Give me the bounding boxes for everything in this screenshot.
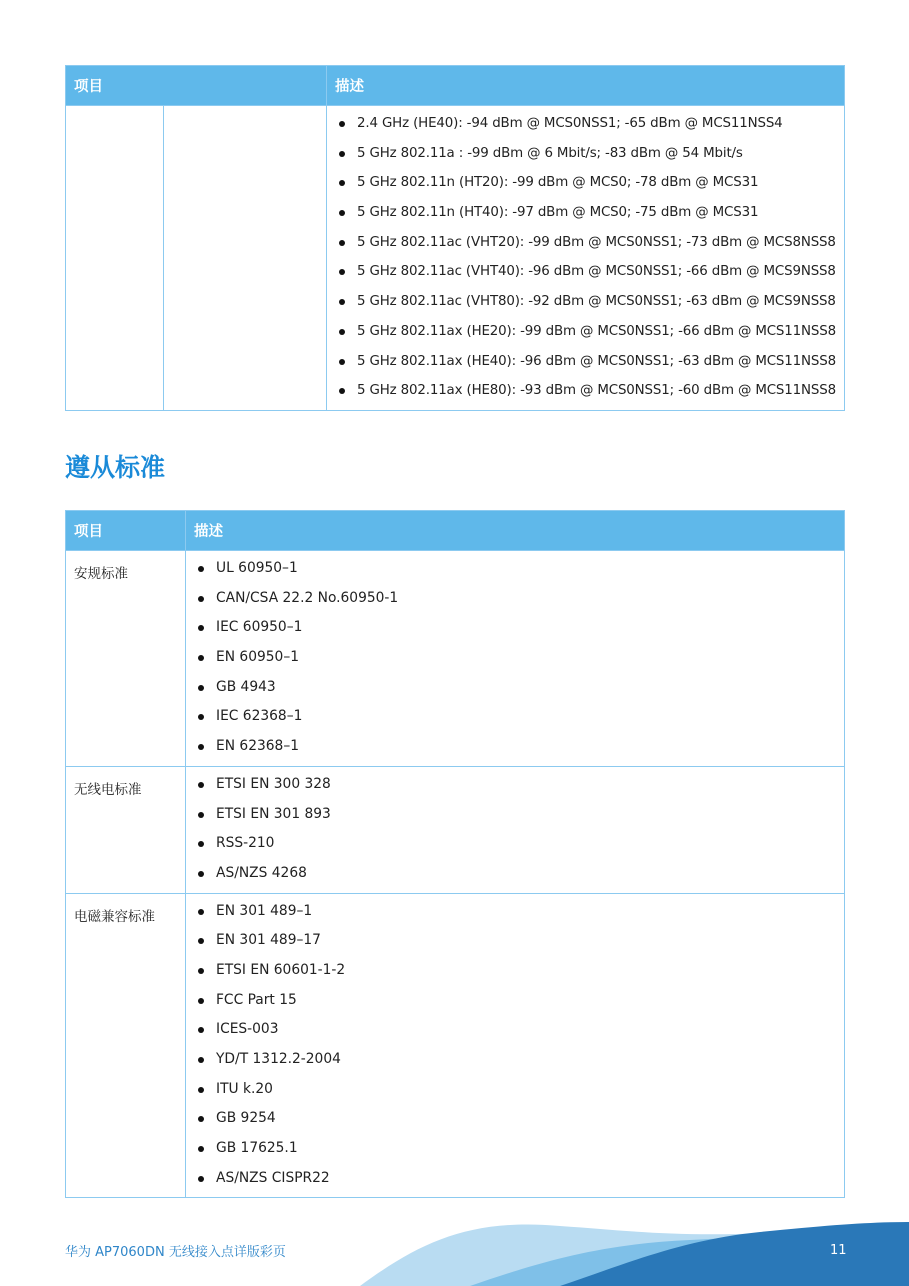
list-item: ETSI EN 300 328: [194, 770, 836, 800]
list-item: EN 301 489–17: [194, 926, 836, 956]
list-item: UL 60950–1: [194, 554, 836, 584]
bullet-list: [194, 894, 836, 1198]
header-description: 描述: [327, 66, 845, 106]
list-item: IEC 62368–1: [194, 702, 836, 732]
table-header-row: [66, 511, 845, 551]
list-item: 5 GHz 802.11a : -99 dBm @ 6 Mbit/s; -83 dBm @ 54 Mbit/s: [335, 139, 836, 169]
list-item: 5 GHz 802.11ac (VHT20): -99 dBm @ MCS0NSS1; -73 dBm @ MCS8NSS8: [335, 228, 836, 258]
bullet-list: [194, 551, 836, 766]
section-title-compliance: 遵从标准: [65, 453, 166, 482]
list-item: IEC 60950–1: [194, 613, 836, 643]
bullet-list: [335, 106, 836, 410]
receiver-sensitivity-table: [65, 65, 845, 411]
list-item: YD/T 1312.2-2004: [194, 1045, 836, 1075]
table-row: [66, 551, 845, 767]
list-item: EN 62368–1: [194, 732, 836, 762]
list-item: 5 GHz 802.11ax (HE80): -93 dBm @ MCS0NSS1; -60 dBm @ MCS11NSS8: [335, 376, 836, 406]
compliance-standards-table: [65, 510, 845, 1198]
list-item: 5 GHz 802.11ax (HE20): -99 dBm @ MCS0NSS1; -66 dBm @ MCS11NSS8: [335, 317, 836, 347]
header-item: 项目: [66, 66, 327, 106]
bullet-list: [194, 767, 836, 893]
list-item: RSS-210: [194, 829, 836, 859]
table-row: [66, 766, 845, 893]
list-item: GB 4943: [194, 673, 836, 703]
row-description: [186, 766, 845, 893]
row-description: [327, 106, 845, 411]
list-item: ETSI EN 60601-1-2: [194, 956, 836, 986]
list-item: EN 60950–1: [194, 643, 836, 673]
table-row: [66, 893, 845, 1198]
list-item: 5 GHz 802.11ac (VHT40): -96 dBm @ MCS0NSS1; -66 dBm @ MCS9NSS8: [335, 257, 836, 287]
list-item: AS/NZS 4268: [194, 859, 836, 889]
list-item: 5 GHz 802.11ac (VHT80): -92 dBm @ MCS0NSS1; -63 dBm @ MCS9NSS8: [335, 287, 836, 317]
row-sublabel: [164, 106, 327, 411]
list-item: 5 GHz 802.11n (HT40): -97 dBm @ MCS0; -75 dBm @ MCS31: [335, 198, 836, 228]
header-description: 描述: [186, 511, 845, 551]
list-item: 2.4 GHz (HE40): -94 dBm @ MCS0NSS1; -65 dBm @ MCS11NSS4: [335, 109, 836, 139]
list-item: GB 9254: [194, 1104, 836, 1134]
table-row: [66, 106, 845, 411]
row-label: 无线电标准: [66, 766, 186, 893]
header-item: 项目: [66, 511, 186, 551]
list-item: ETSI EN 301 893: [194, 800, 836, 830]
footer-document-title: 华为 AP7060DN 无线接入点详版彩页: [65, 1245, 286, 1260]
list-item: GB 17625.1: [194, 1134, 836, 1164]
row-description: [186, 893, 845, 1198]
list-item: 5 GHz 802.11ax (HE40): -96 dBm @ MCS0NSS1; -63 dBm @ MCS11NSS8: [335, 347, 836, 377]
page-number: 11: [830, 1243, 847, 1258]
row-label: [66, 106, 164, 411]
list-item: FCC Part 15: [194, 986, 836, 1016]
table-header-row: [66, 66, 845, 106]
list-item: 5 GHz 802.11n (HT20): -99 dBm @ MCS0; -78 dBm @ MCS31: [335, 168, 836, 198]
list-item: AS/NZS CISPR22: [194, 1164, 836, 1194]
list-item: CAN/CSA 22.2 No.60950-1: [194, 584, 836, 614]
row-label: 电磁兼容标准: [66, 893, 186, 1198]
list-item: EN 301 489–1: [194, 897, 836, 927]
row-description: [186, 551, 845, 767]
list-item: ITU k.20: [194, 1075, 836, 1105]
list-item: ICES-003: [194, 1015, 836, 1045]
row-label: 安规标准: [66, 551, 186, 767]
